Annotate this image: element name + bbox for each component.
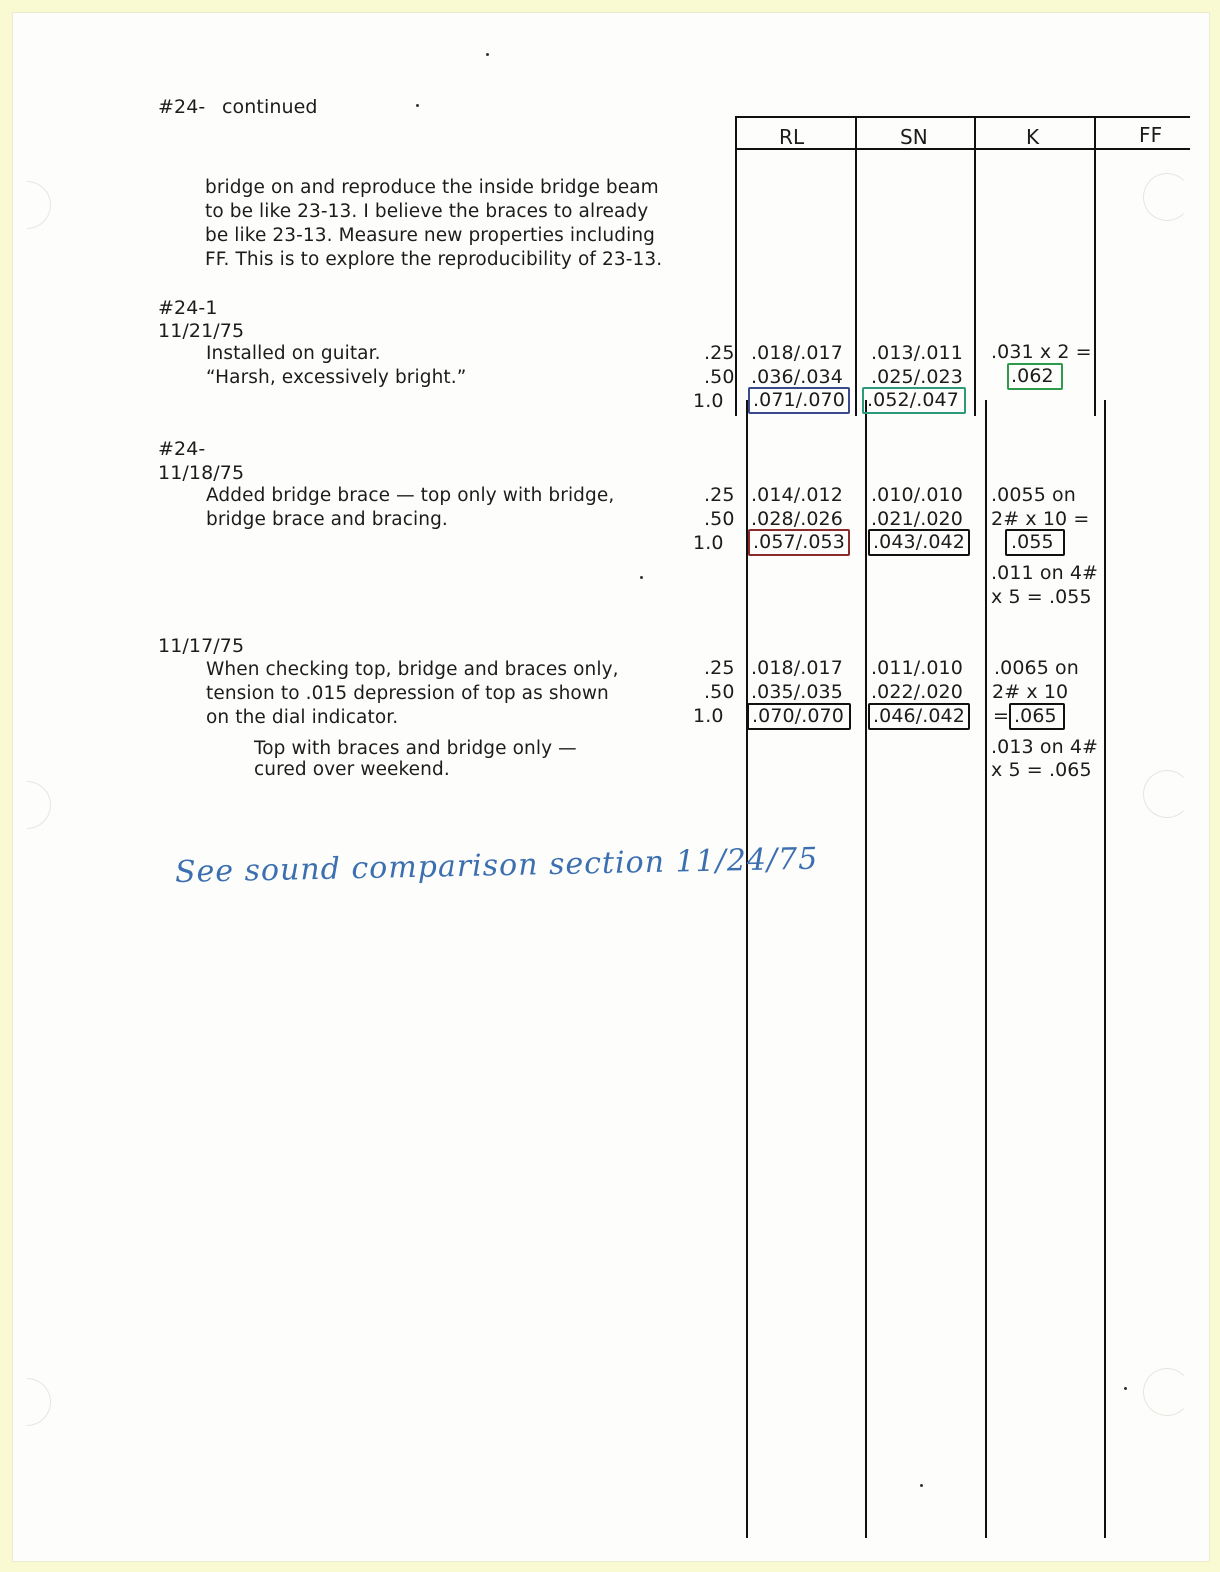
sn-value: .011/.010	[871, 657, 963, 679]
intro-line: to be like 23-13. I believe the braces to already	[205, 201, 649, 222]
k-value: x 5 = .065	[991, 759, 1092, 780]
intro-line: FF. This is to explore the reproducibility of 23-13.	[205, 249, 663, 270]
k-value: x 5 = .055	[991, 586, 1092, 608]
column-header-ff: FF	[1139, 123, 1163, 147]
column-header-rl: RL	[779, 125, 805, 149]
load-value: .50	[704, 366, 735, 388]
section-number: #24-	[158, 96, 206, 118]
intro-line: be like 23-13. Measure new properties including	[205, 225, 655, 246]
column-divider	[1094, 116, 1096, 416]
column-header-k: K	[1026, 125, 1040, 149]
punch-hole	[0, 171, 61, 239]
sn-value: .021/.020	[871, 508, 963, 530]
load-value: .25	[704, 484, 735, 506]
handwritten-note: See sound comparison section 11/24/75	[174, 841, 819, 890]
rl-value: .018/.017	[751, 657, 843, 679]
rl-value: .057/.053	[753, 531, 845, 553]
paper-speck	[416, 104, 419, 107]
load-value: 1.0	[693, 532, 724, 554]
k-value: .013 on 4#	[991, 736, 1099, 758]
sn-value: .022/.020	[871, 681, 963, 703]
punch-hole	[1143, 1368, 1191, 1416]
rl-value: .014/.012	[751, 484, 843, 506]
sn-value: .013/.011	[871, 342, 963, 364]
punch-hole	[0, 1368, 61, 1436]
entry-text: Installed on guitar.	[206, 343, 381, 364]
entry-id: #24-1	[158, 297, 218, 319]
entry-subtext: cured over weekend.	[254, 759, 450, 780]
entry-text: “Harsh, excessively bright.”	[206, 367, 467, 388]
entry-date: 11/18/75	[158, 462, 245, 484]
column-divider	[855, 116, 857, 416]
entry-text: tension to .015 depression of top as shown	[206, 683, 609, 704]
rl-value: .070/.070	[752, 705, 844, 727]
rl-value: .018/.017	[751, 342, 843, 364]
intro-line: bridge on and reproduce the inside bridge beam	[205, 177, 659, 198]
load-value: 1.0	[693, 705, 724, 727]
column-divider	[1104, 400, 1106, 1538]
k-value: .0055 on	[991, 484, 1076, 506]
entry-text: on the dial indicator.	[206, 707, 399, 728]
k-value: .055	[1011, 531, 1054, 553]
column-divider	[746, 400, 748, 1538]
entry-text: bridge brace and bracing.	[206, 509, 448, 530]
punch-hole	[0, 771, 61, 839]
paper-speck	[1124, 1387, 1127, 1390]
column-header-sn: SN	[900, 125, 928, 149]
paper-speck	[920, 1484, 923, 1487]
table-top-rule	[735, 116, 1190, 118]
k-value: .031 x 2 =	[991, 341, 1092, 363]
load-value: .25	[704, 342, 735, 364]
entry-date: 11/17/75	[158, 635, 245, 657]
k-value: =	[993, 705, 1010, 727]
k-value: .011 on 4#	[991, 562, 1099, 584]
section-continued-label: continued	[222, 96, 318, 118]
sn-value: .025/.023	[871, 366, 963, 388]
entry-id: #24-	[158, 438, 206, 460]
cropped-text-region	[985, 758, 1095, 780]
k-value: .065	[1014, 705, 1057, 727]
entry-text: When checking top, bridge and braces only,	[206, 659, 619, 680]
load-value: .50	[704, 508, 735, 530]
k-value: .062	[1011, 365, 1054, 387]
rl-value: .028/.026	[751, 508, 843, 530]
column-divider	[974, 116, 976, 416]
punch-hole	[1143, 770, 1191, 818]
column-divider	[985, 400, 987, 1538]
rl-value: .036/.034	[751, 366, 843, 388]
sn-value: .052/.047	[867, 389, 959, 411]
cropped-text-region	[230, 758, 490, 780]
paper-speck	[640, 576, 643, 579]
rl-value: .071/.070	[753, 389, 845, 411]
k-value: .0065 on	[994, 657, 1079, 679]
entry-date: 11/21/75	[158, 320, 245, 342]
sn-value: .046/.042	[873, 705, 965, 727]
k-value: 2# x 10	[992, 681, 1069, 703]
sn-value: .043/.042	[873, 531, 965, 553]
load-value: 1.0	[693, 390, 724, 412]
load-value: .25	[704, 657, 735, 679]
sn-value: .010/.010	[871, 484, 963, 506]
column-divider	[735, 116, 737, 416]
entry-subtext: Top with braces and bridge only —	[254, 738, 577, 759]
entry-text: Added bridge brace — top only with bridge,	[206, 485, 615, 506]
column-divider	[865, 400, 867, 1538]
paper-speck	[486, 53, 489, 56]
punch-hole	[1143, 173, 1191, 221]
k-value: 2# x 10 =	[991, 508, 1090, 530]
rl-value: .035/.035	[751, 681, 843, 703]
load-value: .50	[704, 681, 735, 703]
